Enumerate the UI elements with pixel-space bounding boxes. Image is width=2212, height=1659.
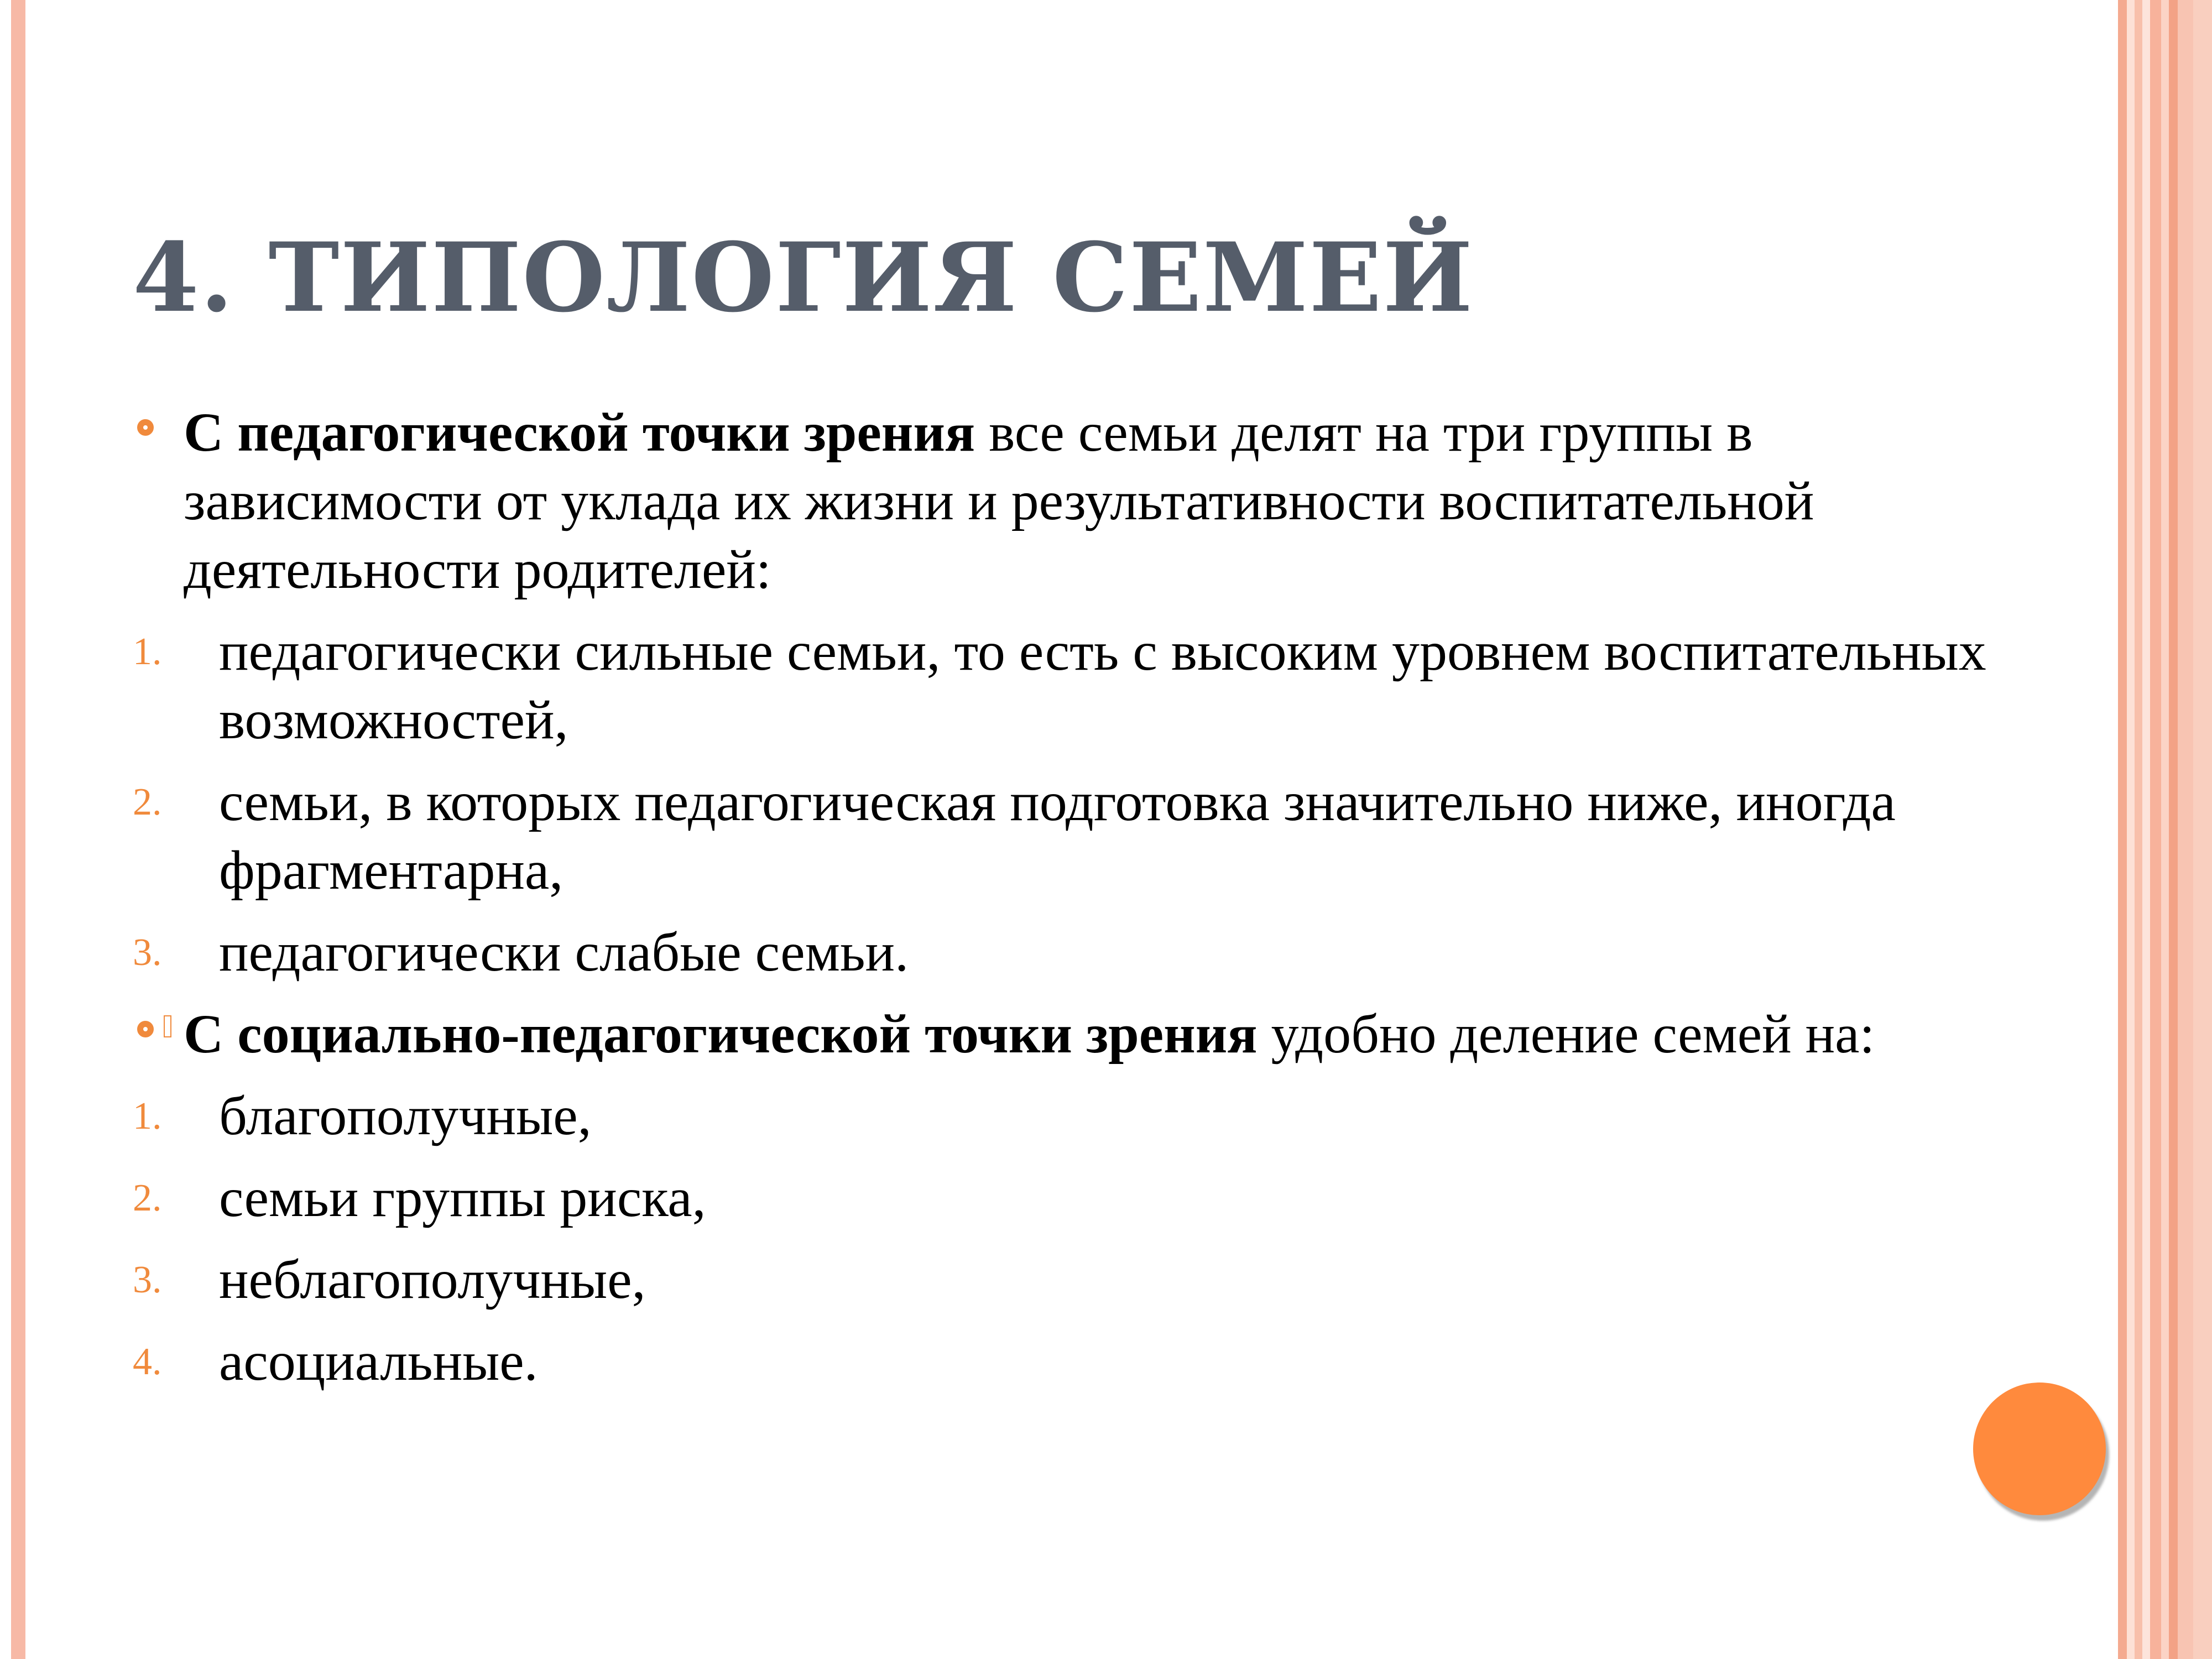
missing-glyph-icon [164, 1015, 171, 1037]
right-decorative-stripe [2178, 0, 2193, 1659]
list-item-text: асоциальные. [219, 1331, 538, 1392]
right-decorative-stripe [2161, 0, 2169, 1659]
bullet-bold-lead: С педагогической точки зрения [184, 401, 975, 463]
list-item [0, 617, 2018, 754]
list-number: 2. [133, 1177, 162, 1219]
list-number: 2. [133, 781, 162, 823]
slide-title: 4. ТИПОЛОГИЯ СЕМЕЙ [133, 221, 1474, 333]
right-decorative-stripe [2135, 0, 2142, 1659]
ring-bullet-icon [137, 1021, 154, 1037]
list-item [0, 768, 2018, 905]
bullet-paragraph-pedagogical [0, 398, 2018, 604]
list-number: 3. [133, 1259, 162, 1301]
list-item [0, 1245, 2018, 1314]
right-decorative-stripe [2169, 0, 2178, 1659]
slide-content [0, 398, 2018, 1409]
right-decorative-stripe [2142, 0, 2150, 1659]
right-decorative-stripe [2127, 0, 2135, 1659]
list-item [0, 918, 2018, 987]
bullet-text: все семьи делят на три группы в зависимости от уклада их жизни и результативности воспитательной деятельности родителей: [184, 401, 1814, 600]
list-number: 1. [133, 1095, 162, 1138]
list-item-text: семьи, в которых педагогическая подготовка значительно ниже, иногда фрагментарна, [219, 771, 1896, 901]
list-number: 1. [133, 630, 162, 673]
list-number: 4. [133, 1340, 162, 1383]
list-item [0, 1164, 2018, 1232]
right-decorative-stripe [2193, 0, 2212, 1659]
bullet-bold-lead: С социально-педагогической точки зрения [184, 1003, 1258, 1065]
list-number: 3. [133, 931, 162, 974]
right-decorative-stripe [2150, 0, 2161, 1659]
list-item-text: благополучные, [219, 1085, 592, 1146]
orange-circle-decoration [1973, 1383, 2106, 1515]
list-item [0, 1082, 2018, 1150]
ring-bullet-icon [137, 419, 154, 436]
bullet-text: удобно деление семей на: [1257, 1003, 1875, 1065]
list-item [0, 1327, 2018, 1396]
right-decorative-stripe [2118, 0, 2127, 1659]
list-item-text: педагогически слабые семьи. [219, 921, 909, 983]
list-item-text: семьи группы риска, [219, 1167, 706, 1228]
list-item-text: педагогически сильные семьи, то есть с высоким уровнем воспитательных возможностей, [219, 620, 1986, 750]
list-item-text: неблагополучные, [219, 1249, 646, 1310]
bullet-paragraph-social-pedagogical [0, 1000, 2018, 1068]
